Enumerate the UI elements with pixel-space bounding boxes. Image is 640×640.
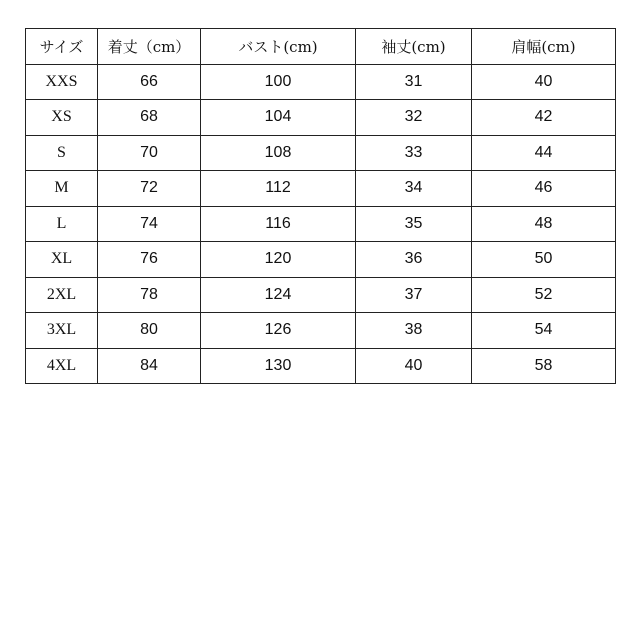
header-length: 着丈（cm） [98,29,201,65]
header-shoulder: 肩幅(cm) [472,29,616,65]
cell-bust: 100 [201,64,356,100]
cell-bust: 124 [201,277,356,313]
table-header [26,29,616,65]
cell-bust: 104 [201,100,356,136]
cell-length: 80 [98,313,201,349]
table-row [26,277,616,313]
cell-size: S [26,135,98,171]
cell-length: 78 [98,277,201,313]
cell-shoulder: 42 [472,100,616,136]
header-row [26,29,616,65]
cell-length: 66 [98,64,201,100]
cell-sleeve: 38 [356,313,472,349]
size-chart-table [25,28,616,384]
cell-length: 72 [98,171,201,207]
table-row [26,64,616,100]
cell-length: 68 [98,100,201,136]
table-body [26,64,616,384]
cell-bust: 120 [201,242,356,278]
cell-length: 74 [98,206,201,242]
cell-sleeve: 40 [356,348,472,384]
cell-length: 70 [98,135,201,171]
table-row [26,206,616,242]
cell-bust: 108 [201,135,356,171]
cell-size: M [26,171,98,207]
cell-size: 4XL [26,348,98,384]
cell-sleeve: 34 [356,171,472,207]
cell-sleeve: 37 [356,277,472,313]
cell-size: XS [26,100,98,136]
table-row [26,135,616,171]
cell-length: 84 [98,348,201,384]
cell-shoulder: 48 [472,206,616,242]
cell-size: L [26,206,98,242]
cell-size: XXS [26,64,98,100]
cell-shoulder: 52 [472,277,616,313]
cell-sleeve: 32 [356,100,472,136]
cell-bust: 126 [201,313,356,349]
cell-sleeve: 36 [356,242,472,278]
cell-length: 76 [98,242,201,278]
cell-sleeve: 35 [356,206,472,242]
header-bust: バスト(cm) [201,29,356,65]
table-row [26,313,616,349]
cell-shoulder: 44 [472,135,616,171]
cell-shoulder: 50 [472,242,616,278]
cell-bust: 116 [201,206,356,242]
cell-size: 3XL [26,313,98,349]
header-sleeve: 袖丈(cm) [356,29,472,65]
table-row [26,348,616,384]
cell-size: XL [26,242,98,278]
table-row [26,242,616,278]
table-row [26,171,616,207]
header-size: サイズ [26,29,98,65]
cell-size: 2XL [26,277,98,313]
cell-sleeve: 31 [356,64,472,100]
cell-shoulder: 58 [472,348,616,384]
cell-bust: 130 [201,348,356,384]
cell-bust: 112 [201,171,356,207]
cell-shoulder: 54 [472,313,616,349]
cell-shoulder: 40 [472,64,616,100]
cell-sleeve: 33 [356,135,472,171]
cell-shoulder: 46 [472,171,616,207]
table-row [26,100,616,136]
